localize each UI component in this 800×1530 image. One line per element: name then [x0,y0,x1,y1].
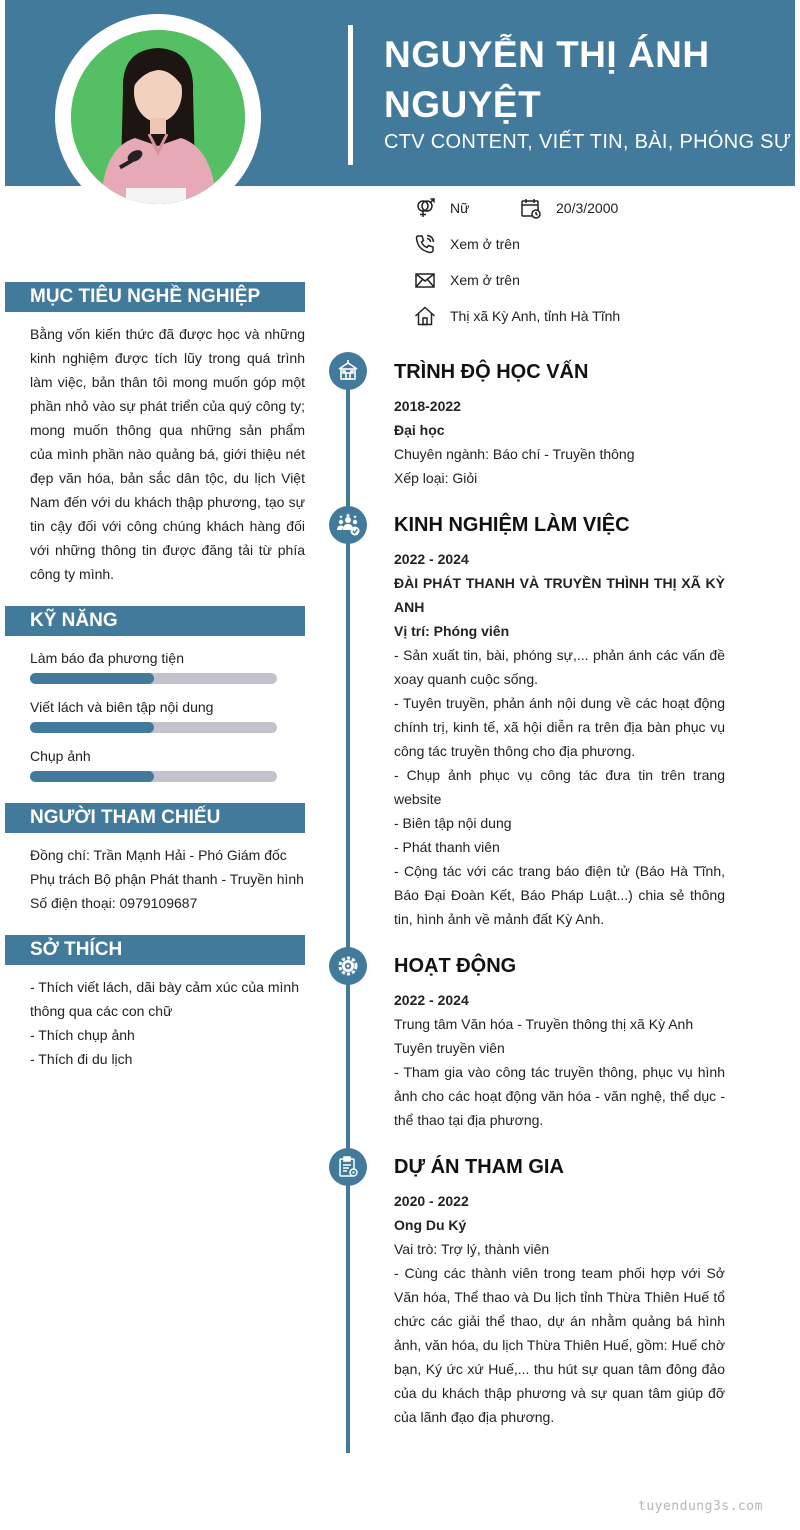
contact-gender [414,197,469,219]
reference-line: Số điện thoại: 0979109687 [30,895,198,911]
birthday-value: 20/3/2000 [556,200,619,216]
contact-email [414,269,520,291]
skill-fill [30,673,154,684]
projects-period: 2020 - 2022 [394,1193,469,1209]
calendar-icon [520,197,542,219]
references-heading: NGƯỜI THAM CHIẾU [5,803,305,833]
avatar-ring [55,14,261,220]
experience-duty: - Biên tập nội dung [394,815,512,831]
experience-company: ĐÀI PHÁT THANH VÀ TRUYỀN THÌNH THỊ XÃ KỲ ANH [394,575,725,615]
phone-value: Xem ở trên [450,236,520,252]
reference-line: Phụ trách Bộ phận Phát thanh - Truyền hình [30,871,304,887]
school-icon [329,352,367,390]
team-icon [329,506,367,544]
activities-period: 2022 - 2024 [394,992,469,1008]
envelope-icon [414,269,436,291]
skill-fill [30,722,154,733]
skill-bar-multimedia [30,673,277,684]
education-major: Chuyên ngành: Báo chí - Truyền thông [394,446,635,462]
experience-duty: - Sản xuất tin, bài, phóng sự,... phản ánh các vấn đề xoay quanh cuộc sống. [394,647,725,687]
skill-bar-photography [30,771,277,782]
experience-duty: - Cộng tác với các trang báo điện tử (Báo Hà Tĩnh, Báo Đại Đoàn Kết, Báo Pháp Luật...) chia sẻ thông tin, hình ảnh về mảnh đất Kỳ Anh. [394,863,725,927]
objective-text: Bằng vốn kiến thức đã được học và những kinh nghiệm được tích lũy trong quá trình làm việc, bản thân tôi mong muốn góp một phần nhỏ vào sự phát triển của quý công ty; mong muốn thông qua những sản phẩm của mình phần nào quảng bá, giới thiệu nét đẹp văn hóa, bản sắc dân tộc, du lịch Việt Nam đến với du khách thập phương, tạo sự tin cậy đối với công chúng khách hàng đối với những thông tin được đăng tải từ phía công ty mình. [30,326,305,582]
education-level: Đại học [394,422,445,438]
skill-fill [30,771,154,782]
hobbies-heading: SỞ THÍCH [5,935,305,965]
clipboard-icon [329,1148,367,1186]
gear-icon [329,947,367,985]
contact-birthday [520,197,618,219]
experience-heading: KINH NGHIỆM LÀM VIỆC [394,514,630,536]
education-content [394,394,725,490]
experience-position: Vị trí: Phóng viên [394,623,510,639]
skill-label-writing: Viết lách và biên tập nội dung [30,699,214,715]
email-value: Xem ở trên [450,272,520,288]
experience-period: 2022 - 2024 [394,551,469,567]
gender-icon [414,197,436,219]
projects-content [394,1189,725,1429]
header-divider [348,25,353,165]
activities-heading: HOẠT ĐỘNG [394,955,517,977]
activities-desc: - Tham gia vào công tác truyền thông, phục vụ hình ảnh cho các hoạt động văn hóa - văn nghệ, thể dục - thể thao tại địa phương. [394,1064,725,1128]
activities-role: Tuyên truyền viên [394,1040,505,1056]
experience-duty: - Phát thanh viên [394,839,500,855]
contact-address [414,305,620,327]
candidate-role: CTV CONTENT, VIẾT TIN, BÀI, PHÓNG SỰ [384,131,792,153]
home-icon [414,305,436,327]
gender-value: Nữ [450,200,470,216]
activities-org: Trung tâm Văn hóa - Truyền thông thị xã Kỳ Anh [394,1016,694,1032]
candidate-name-line1: NGUYỄN THỊ ÁNH [384,34,710,75]
skill-label-multimedia: Làm báo đa phương tiện [30,650,184,666]
education-period: 2018-2022 [394,398,461,414]
hobby-item: - Thích đi du lịch [30,1051,133,1067]
skills-heading: KỸ NĂNG [5,606,305,636]
experience-content [394,547,725,931]
activities-content [394,988,725,1132]
phone-icon [414,233,436,255]
contact-phone [414,233,520,255]
hobby-item: - Thích chụp ảnh [30,1027,135,1043]
hobbies-text [30,975,305,1071]
avatar [71,30,245,204]
objective-heading: MỤC TIÊU NGHỀ NGHIỆP [5,282,305,312]
address-value: Thị xã Kỳ Anh, tỉnh Hà Tĩnh [450,308,621,324]
projects-desc: - Cùng các thành viên trong team phối hợp với Sở Văn hóa, Thể thao và Du lịch tỉnh Thừa Thiên Huế tổ chức các giải thể thao, dự án nhằm quảng bá hình ảnh, văn hóa, du lịch Thừa Thiên Huế, gồm: Huế chờ bạn, Ký ức xứ Huế,... thu hút sự quan tâm đông đảo của du khách thập phương và sự quan tâm giúp đỡ của lãnh đạo địa phương. [394,1265,725,1425]
experience-duty: - Tuyên truyền, phản ánh nội dung về các hoạt động chính trị, kinh tế, xã hội diễn ra trên địa bàn phục vụ công tác truyền thông cho địa phương. [394,695,725,759]
hobby-item: - Thích viết lách, dãi bày cảm xúc của mình thông qua các con chữ [30,979,299,1019]
experience-duty: - Chụp ảnh phục vụ công tác đưa tin trên trang website [394,767,725,807]
education-heading: TRÌNH ĐỘ HỌC VẤN [394,361,589,383]
references-text [30,843,305,915]
candidate-name-line2: NGUYỆT [384,84,542,125]
candidate-name [384,30,784,130]
projects-name: Ong Du Ký [394,1217,467,1233]
projects-role: Vai trò: Trợ lý, thành viên [394,1241,550,1257]
projects-heading: DỰ ÁN THAM GIA [394,1156,564,1178]
reference-line: Đồng chí: Trần Mạnh Hải - Phó Giám đốc [30,847,287,863]
watermark: tuyendung3s.com [638,1499,763,1514]
education-rank: Xếp loại: Giỏi [394,470,478,486]
avatar-photo-illustration [71,30,245,204]
skill-bar-writing [30,722,277,733]
skill-label-photography: Chụp ảnh [30,748,91,764]
